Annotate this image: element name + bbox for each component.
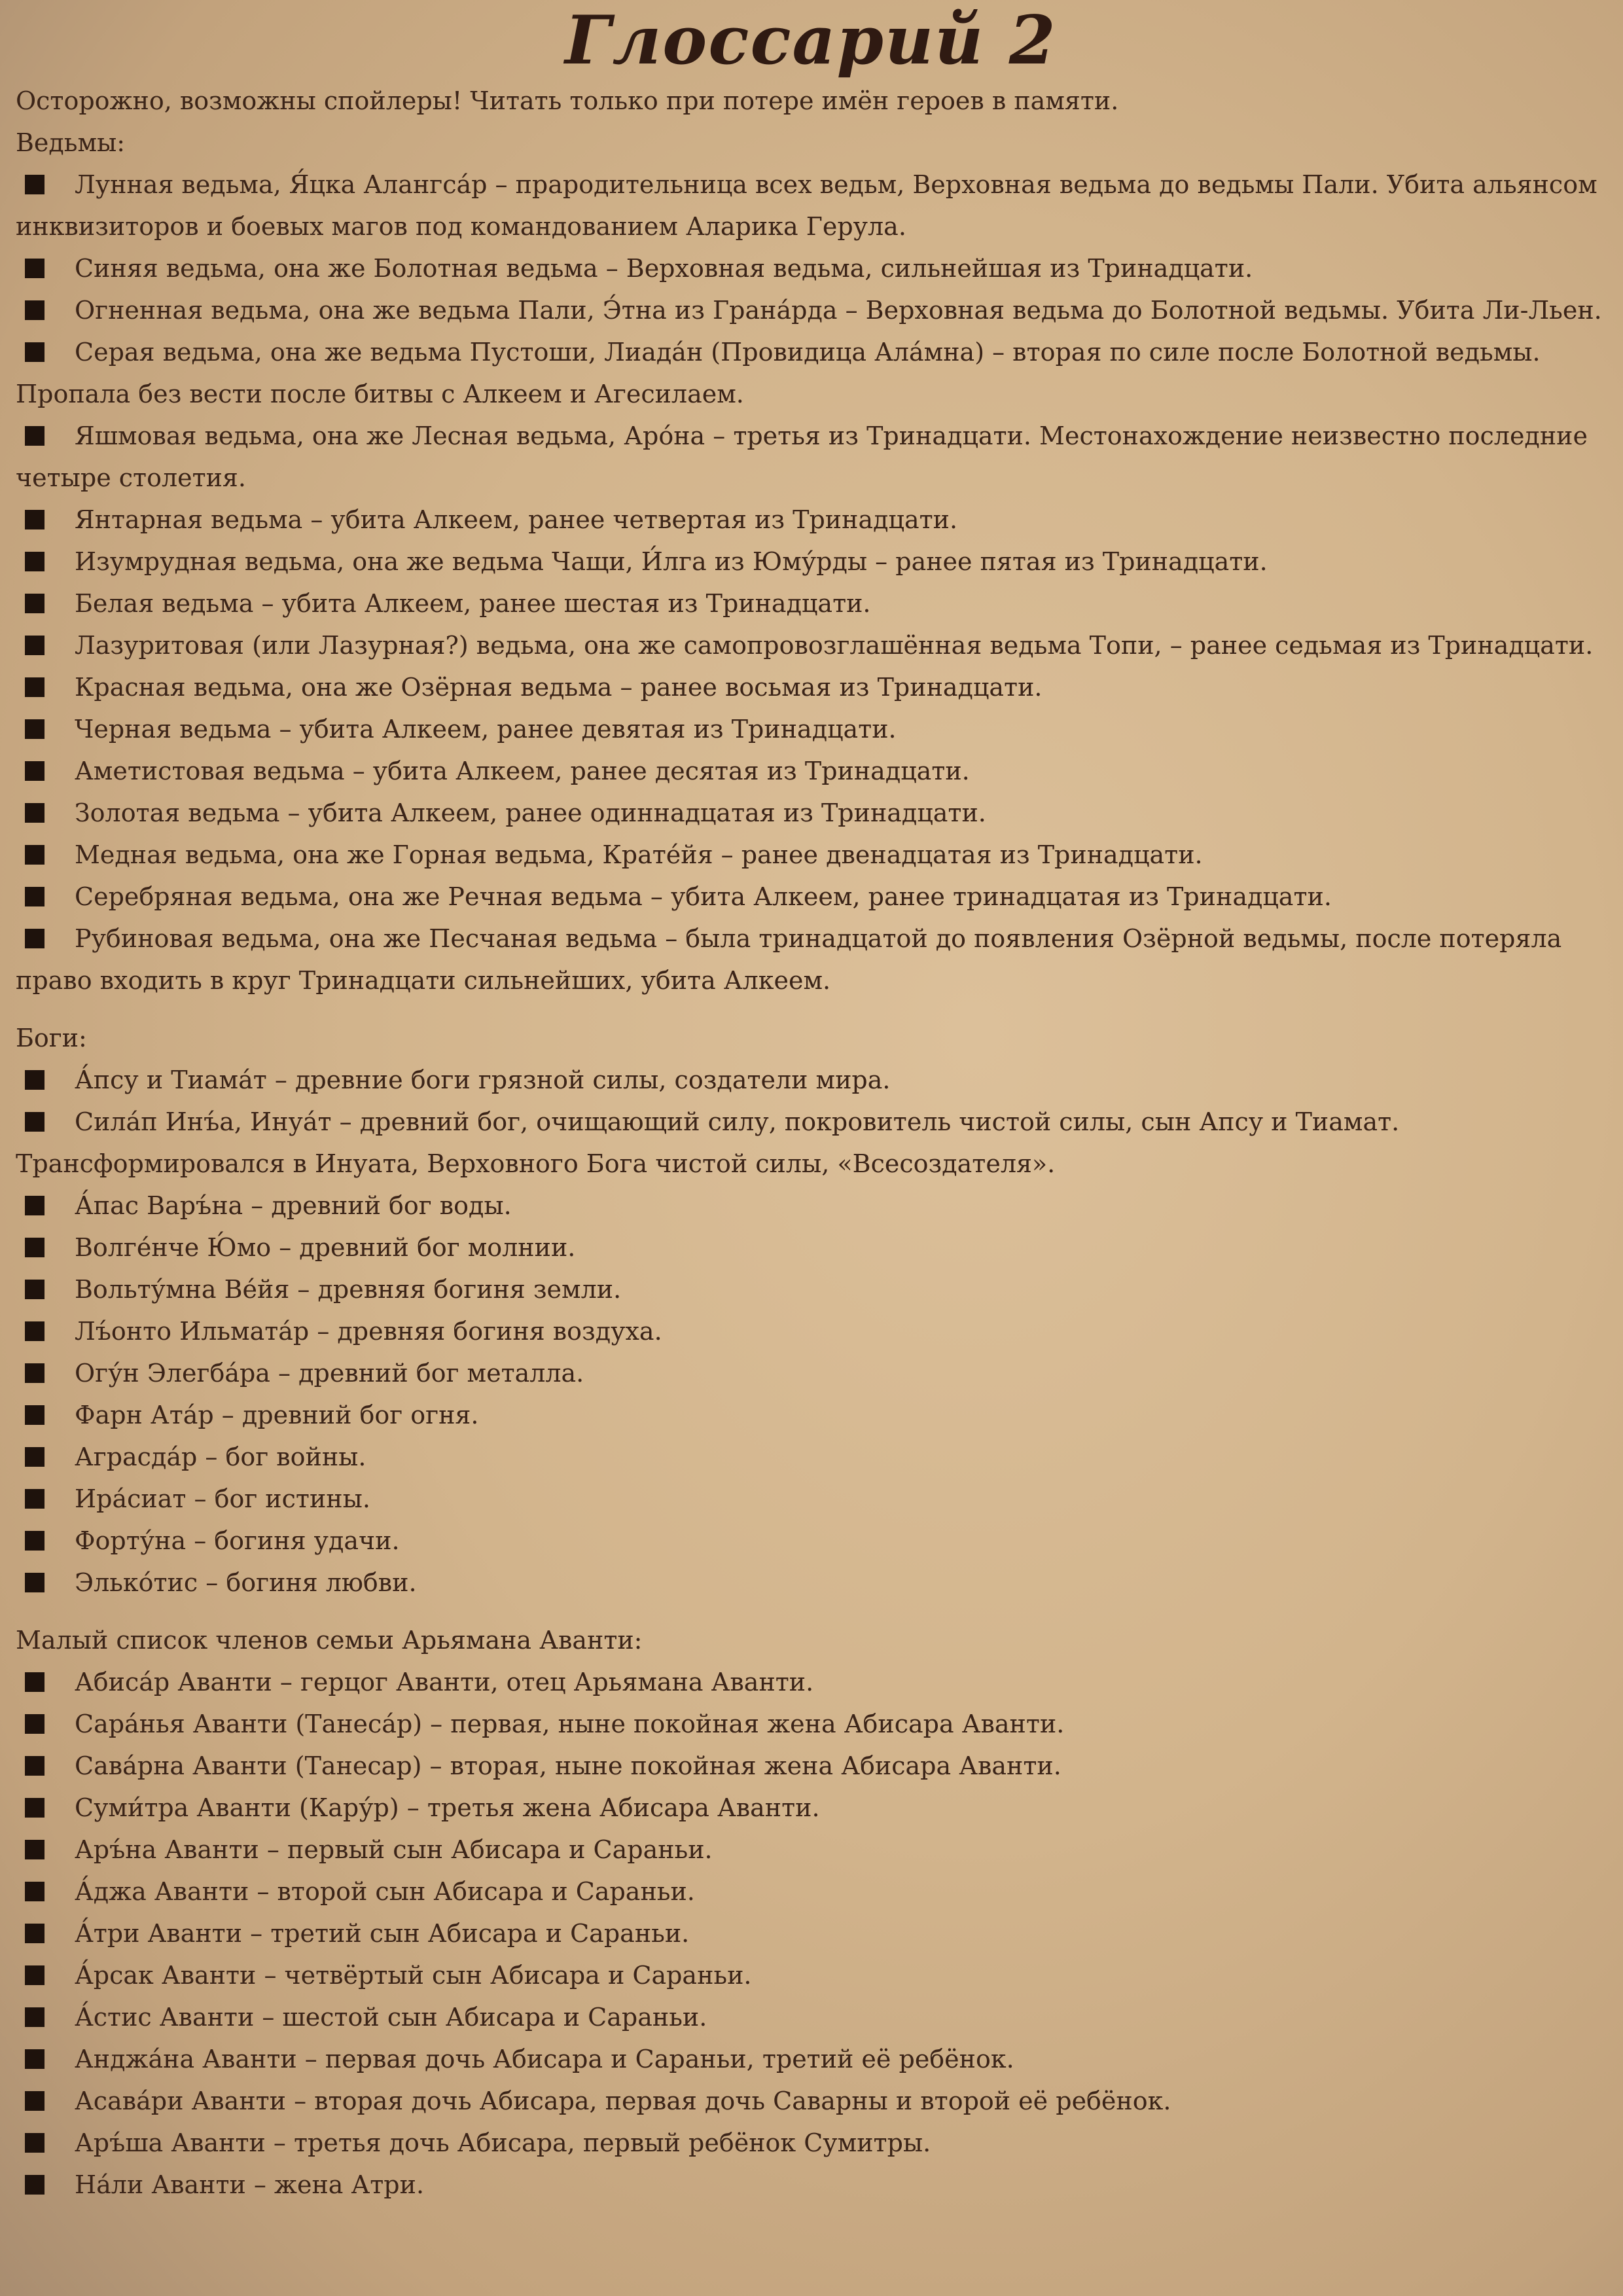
section-heading-gods: Боги: (16, 1024, 87, 1052)
glossary-entry (16, 583, 1606, 624)
entry-text: Аметистовая ведьма – убита Алкеем, ранее десятая из Тринадцати. (75, 757, 970, 785)
entry-text: Аръ́ша Аванти – третья дочь Абисара, первый ребёнок Сумитры. (75, 2128, 931, 2157)
square-bullet-icon (25, 1363, 45, 1383)
spoiler-warning: Осторожно, возможны спойлеры! Читать только при потере имён героев в памяти. (16, 86, 1119, 115)
entry-text: Сара́нья Аванти (Танеса́р) – первая, ныне покойная жена Абисара Аванти. (75, 1710, 1065, 1738)
entry-text: Волге́нче Ю́мо – древний бог молнии. (75, 1233, 576, 1262)
entry-text: Изумрудная ведьма, она же ведьма Чащи, И́лга из Юму́рды – ранее пятая из Тринадцати. (75, 547, 1268, 576)
glossary-entry (16, 1352, 1606, 1394)
entry-text: А́стис Аванти – шестой сын Абисара и Сараньи. (75, 2003, 707, 2032)
entry-text: На́ли Аванти – жена Атри. (75, 2170, 425, 2199)
glossary-entry (16, 1478, 1606, 1520)
square-bullet-icon (25, 1280, 45, 1299)
page-title: Глоссарий 2 (565, 1, 1057, 80)
entry-text: Сила́п Инъ́а, Инуа́т – древний бог, очищающий силу, покровитель чистой силы, сын Апсу и Тиамат. Трансформировался в Инуата, Верховного Бога чистой силы, «Всесоздателя». (16, 1107, 1400, 1178)
glossary-entry (16, 289, 1606, 331)
square-bullet-icon (25, 300, 45, 320)
square-bullet-icon (25, 1573, 45, 1592)
square-bullet-icon (25, 594, 45, 613)
square-bullet-icon (25, 803, 45, 823)
square-bullet-icon (25, 887, 45, 906)
square-bullet-icon (25, 1965, 45, 1985)
glossary-entry (16, 624, 1606, 666)
glossary-entry (16, 2122, 1606, 2164)
square-bullet-icon (25, 2091, 45, 2111)
square-bullet-icon (25, 1531, 45, 1551)
entry-text: Суми́тра Аванти (Кару́р) – третья жена Абисара Аванти. (75, 1793, 820, 1822)
entry-text: Серая ведьма, она же ведьма Пустоши, Лиада́н (Провидица Ала́мна) – вторая по силе после Болотной ведьмы. Пропала без вести после битвы с Алкеем и Агесилаем. (16, 338, 1541, 408)
glossary-entry (16, 2080, 1606, 2122)
entry-text: Форту́на – богиня удачи. (75, 1526, 400, 1555)
entry-text: Лунная ведьма, Я́цка Алангса́р – прародительница всех ведьм, Верховная ведьма до ведьмы Пали. Убита альянсом инквизиторов и боевых магов под командованием Аларика Герула. (16, 170, 1597, 241)
square-bullet-icon (25, 1321, 45, 1341)
glossary-entry (16, 1268, 1606, 1310)
glossary-entry (16, 1912, 1606, 1954)
square-bullet-icon (25, 1882, 45, 1901)
entry-text: Синяя ведьма, она же Болотная ведьма – Верховная ведьма, сильнейшая из Тринадцати. (75, 254, 1253, 283)
glossary-entry (16, 1829, 1606, 1871)
glossary-entry (16, 2164, 1606, 2206)
entry-text: Яшмовая ведьма, она же Лесная ведьма, Аро́на – третья из Тринадцати. Местонахождение неизвестно последние четыре столетия. (16, 422, 1588, 492)
glossary-entry (16, 1787, 1606, 1829)
square-bullet-icon (25, 259, 45, 278)
entry-text: Элько́тис – богиня любви. (75, 1568, 417, 1597)
glossary-entry (16, 2038, 1606, 2080)
square-bullet-icon (25, 2175, 45, 2195)
entry-text: А́три Аванти – третий сын Абисара и Сараньи. (75, 1919, 690, 1948)
avanti-family-list (16, 1661, 1606, 2206)
entry-text: А́пас Варъ́на – древний бог воды. (75, 1191, 512, 1220)
entry-text: Анджа́на Аванти – первая дочь Абисара и Сараньи, третий её ребёнок. (75, 2045, 1014, 2073)
entry-text: Янтарная ведьма – убита Алкеем, ранее четвертая из Тринадцати. (75, 505, 958, 534)
section-heading-witches: Ведьмы: (16, 128, 126, 157)
glossary-entry (16, 1436, 1606, 1478)
witches-list (16, 164, 1606, 1001)
entry-text: Золотая ведьма – убита Алкеем, ранее одиннадцатая из Тринадцати. (75, 798, 986, 827)
square-bullet-icon (25, 2007, 45, 2027)
glossary-entry (16, 834, 1606, 876)
square-bullet-icon (25, 1798, 45, 1818)
square-bullet-icon (25, 2049, 45, 2069)
glossary-entry (16, 1703, 1606, 1745)
glossary-entry (16, 750, 1606, 792)
square-bullet-icon (25, 677, 45, 697)
square-bullet-icon (25, 342, 45, 362)
square-bullet-icon (25, 2133, 45, 2153)
entry-text: Ира́сиат – бог истины. (75, 1484, 370, 1513)
entry-text: Аграсда́р – бог войны. (75, 1443, 366, 1471)
square-bullet-icon (25, 1196, 45, 1215)
gods-list (16, 1059, 1606, 1604)
square-bullet-icon (25, 1756, 45, 1776)
glossary-entry (16, 1661, 1606, 1703)
square-bullet-icon (25, 552, 45, 571)
square-bullet-icon (25, 1672, 45, 1692)
square-bullet-icon (25, 636, 45, 655)
entry-text: Вольту́мна Ве́йя – древняя богиня земли. (75, 1275, 622, 1304)
entry-text: Лъ́онто Ильмата́р – древняя богиня воздуха. (75, 1317, 662, 1346)
glossary-entry (16, 499, 1606, 541)
square-bullet-icon (25, 510, 45, 529)
entry-text: Серебряная ведьма, она же Речная ведьма – убита Алкеем, ранее тринадцатая из Тринадцати. (75, 882, 1332, 911)
entry-text: Медная ведьма, она же Горная ведьма, Крате́йя – ранее двенадцатая из Тринадцати. (75, 840, 1203, 869)
glossary-entry (16, 1745, 1606, 1787)
square-bullet-icon (25, 1840, 45, 1859)
glossary-entry (16, 247, 1606, 289)
entry-text: Черная ведьма – убита Алкеем, ранее девятая из Тринадцати. (75, 715, 897, 744)
entry-text: Красная ведьма, она же Озёрная ведьма – ранее восьмая из Тринадцати. (75, 673, 1043, 702)
entry-text: Асава́ри Аванти – вторая дочь Абисара, первая дочь Саварны и второй её ребёнок. (75, 2087, 1171, 2115)
entry-text: Аръ́на Аванти – первый сын Абисара и Сараньи. (75, 1835, 713, 1864)
square-bullet-icon (25, 1238, 45, 1257)
glossary-entry (16, 331, 1606, 415)
entry-text: Фарн Ата́р – древний бог огня. (75, 1401, 479, 1429)
glossary-entry (16, 1059, 1606, 1101)
entry-text: Рубиновая ведьма, она же Песчаная ведьма – была тринадцатой до появления Озёрной ведьмы, после потеряла право входить в круг Тринадцати сильнейших, убита Алкеем. (16, 924, 1562, 995)
square-bullet-icon (25, 845, 45, 865)
glossary-entry (16, 1101, 1606, 1185)
square-bullet-icon (25, 1112, 45, 1132)
glossary-entry (16, 1185, 1606, 1227)
square-bullet-icon (25, 175, 45, 194)
glossary-entry (16, 1562, 1606, 1604)
glossary-entry (16, 164, 1606, 247)
square-bullet-icon (25, 1447, 45, 1467)
square-bullet-icon (25, 761, 45, 781)
entry-text: Огненная ведьма, она же ведьма Пали, Э́тна из Грана́рда – Верховная ведьма до Болотной ведьмы. Убита Ли-Льен. (75, 296, 1602, 325)
glossary-entry (16, 1394, 1606, 1436)
entry-text: Сава́рна Аванти (Танесар) – вторая, ныне покойная жена Абисара Аванти. (75, 1751, 1061, 1780)
square-bullet-icon (25, 1924, 45, 1943)
glossary-entry (16, 1871, 1606, 1912)
glossary-entry (16, 918, 1606, 1001)
glossary-entry (16, 1310, 1606, 1352)
glossary-entry (16, 1954, 1606, 1996)
square-bullet-icon (25, 1489, 45, 1509)
entry-text: А́рсак Аванти – четвёртый сын Абисара и Сараньи. (75, 1961, 752, 1990)
square-bullet-icon (25, 1714, 45, 1734)
entry-text: Абиса́р Аванти – герцог Аванти, отец Арьямана Аванти. (75, 1668, 814, 1696)
square-bullet-icon (25, 1405, 45, 1425)
entry-text: А́псу и Тиама́т – древние боги грязной силы, создатели мира. (75, 1066, 891, 1094)
square-bullet-icon (25, 1070, 45, 1090)
section-heading-avanti-family: Малый список членов семьи Арьямана Аванти: (16, 1626, 643, 1655)
glossary-entry (16, 1227, 1606, 1268)
entry-text: Огу́н Элегба́ра – древний бог металла. (75, 1359, 584, 1388)
square-bullet-icon (25, 426, 45, 446)
glossary-entry (16, 876, 1606, 918)
glossary-entry (16, 541, 1606, 583)
glossary-entry (16, 666, 1606, 708)
glossary-entry (16, 1520, 1606, 1562)
glossary-entry (16, 415, 1606, 499)
entry-text: Белая ведьма – убита Алкеем, ранее шестая из Тринадцати. (75, 589, 871, 618)
glossary-entry (16, 792, 1606, 834)
square-bullet-icon (25, 929, 45, 948)
square-bullet-icon (25, 719, 45, 739)
entry-text: Лазуритовая (или Лазурная?) ведьма, она же самопровозглашённая ведьма Топи, – ранее седьмая из Тринадцати. (75, 631, 1594, 660)
entry-text: А́джа Аванти – второй сын Абисара и Сараньи. (75, 1877, 695, 1906)
glossary-entry (16, 1996, 1606, 2038)
glossary-entry (16, 708, 1606, 750)
